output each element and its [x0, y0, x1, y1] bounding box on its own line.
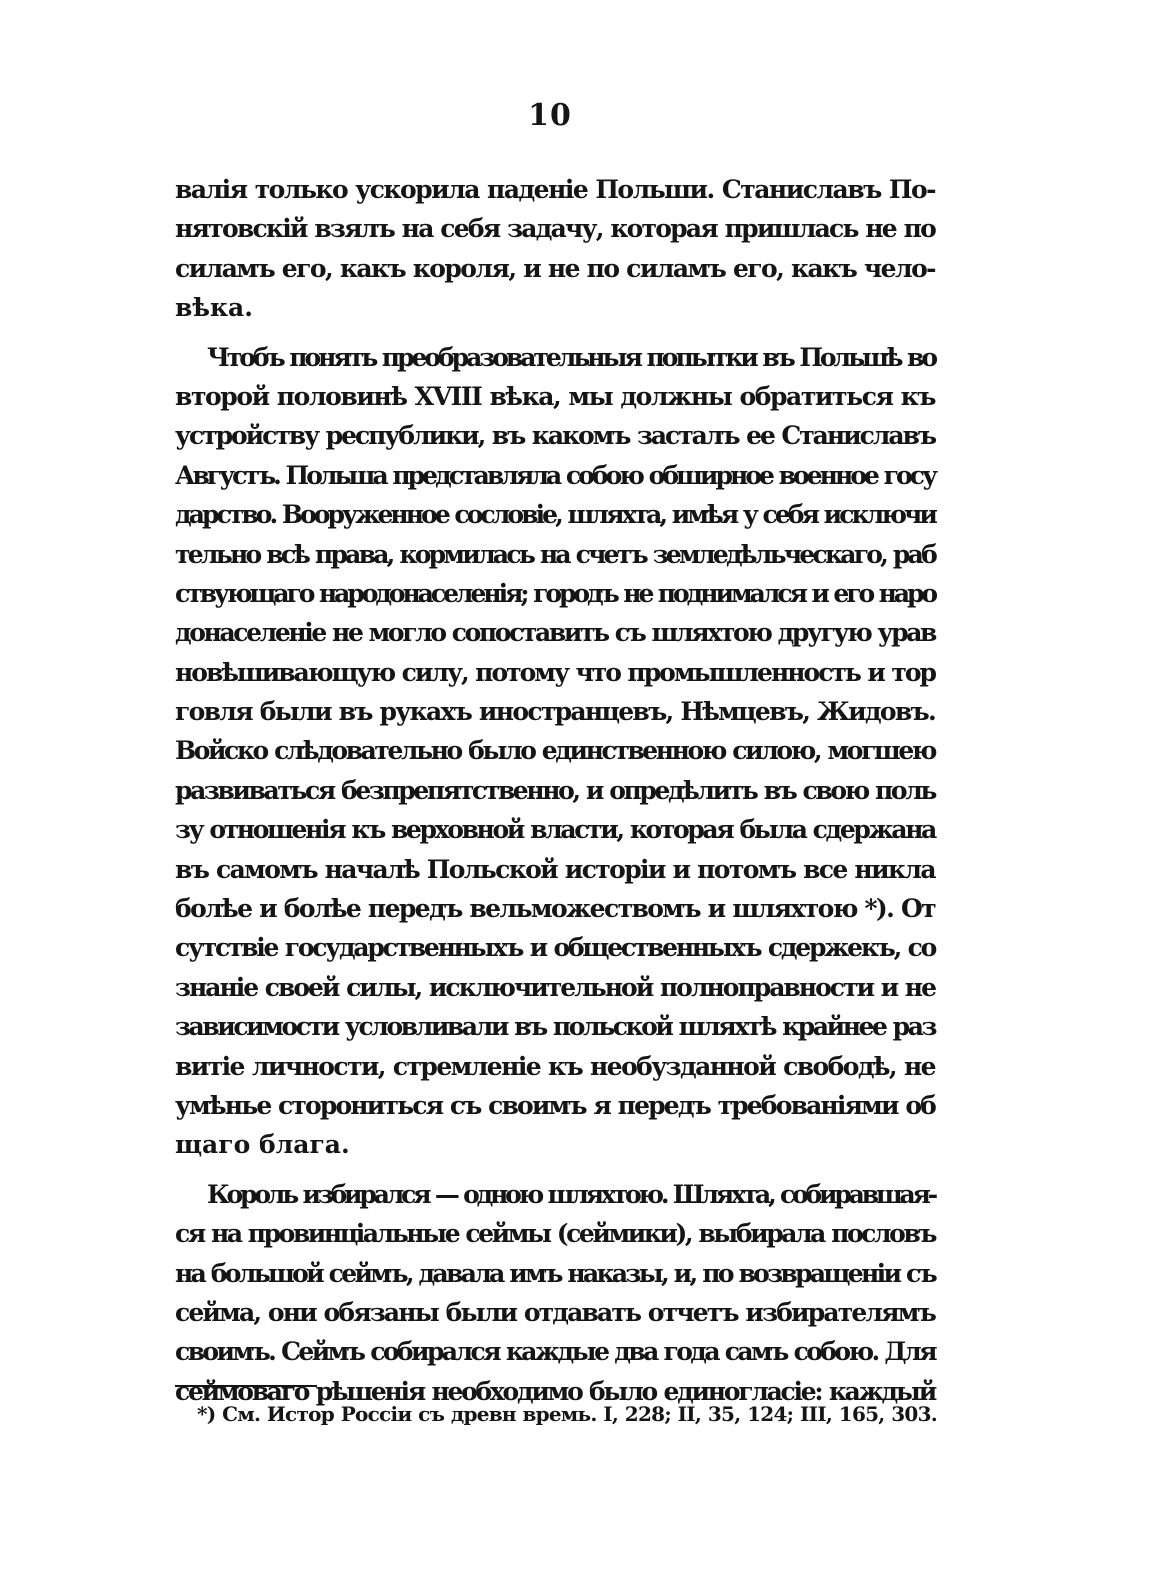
text-line: силамъ его, какъ короля, и не по силамъ его, какъ чело- — [175, 253, 935, 283]
text-line: Августъ. Польша представляла собою обширное военное госу — [175, 460, 935, 490]
text-line: новѣшивающую силу, потому что промышленность и тор — [175, 657, 935, 687]
text-line: ствующаго народонаселенія; городъ не поднимался и его наро — [175, 578, 935, 608]
text-line: на большой сеймъ, давала имъ наказы, и, по возвращеніи съ — [175, 1258, 935, 1288]
text-line: Чтобъ понять преобразовательныя попытки въ Польшѣ во — [207, 342, 935, 372]
body-text — [175, 170, 935, 1411]
paragraph — [175, 1175, 935, 1411]
text-line: сутствіе государственныхъ и общественныхъ сдержекъ, со — [175, 933, 935, 963]
paragraph — [175, 170, 935, 328]
page-number: 10 — [528, 98, 572, 133]
paragraph — [175, 338, 935, 1165]
text-line: говля были въ рукахъ иностранцевъ, Нѣмцевъ, Жидовъ. — [175, 697, 935, 727]
text-line: своимъ. Сеймъ собирался каждые два года самъ собою. Для — [175, 1337, 935, 1367]
text-line: второй половинѣ XVIII вѣка, мы должны обратиться къ — [175, 381, 935, 411]
text-line: вѣка. — [175, 293, 253, 323]
text-line: умѣнье сторониться съ своимъ я передъ требованіями об — [175, 1090, 935, 1120]
text-line: Король избирался — одною шляхтою. Шляхта, собиравшая- — [207, 1179, 935, 1209]
text-line: устройству республики, въ какомъ засталъ ее Станиславъ — [175, 421, 935, 451]
footnote: *) См. Истор Россіи съ древн времь. I, 228; II, 35, 124; III, 165, 303. — [197, 1402, 937, 1426]
text-line: валія только ускорила паденіе Польши. Станиславъ По- — [175, 175, 935, 204]
text-line: развиваться безпрепятственно, и опредѣлить въ свою поль — [175, 775, 935, 805]
text-line: Войско слѣдовательно было единственною силою, могшею — [175, 736, 935, 766]
text-line: сеймоваго рѣшенія необходимо было единогласіе: каждый — [175, 1376, 935, 1406]
text-line: донаселеніе не могло сопоставить съ шляхтою другую урав — [175, 618, 935, 648]
text-line: болѣе и болѣе передъ вельможествомъ и шляхтою *). От — [175, 894, 935, 924]
text-line: тельно всѣ права, кормилась на счетъ земледѣльческаго, раб — [175, 539, 935, 569]
text-line: нятовскій взялъ на себя задачу, которая пришлась не по — [175, 214, 935, 244]
text-line: зависимости условливали въ польской шляхтѣ крайнее раз — [175, 1012, 935, 1042]
text-line: щаго блага. — [175, 1130, 350, 1160]
text-line: знаніе своей силы, исключительной полноправности и не — [175, 972, 935, 1002]
text-line: ся на провинціальные сеймы (сеймики), выбирала пословъ — [175, 1219, 935, 1249]
text-line: въ самомъ началѣ Польской исторіи и потомъ все никла — [175, 854, 935, 884]
text-line: дарство. Вооруженное сословіе, шляхта, имѣя у себя исключи — [175, 500, 935, 530]
text-line: витіе личности, стремленіе къ необузданной свободѣ, не — [175, 1051, 935, 1081]
text-line: зу отношенія къ верховной власти, которая была сдержана — [175, 815, 935, 845]
footnote-divider — [175, 1385, 317, 1387]
text-line: сейма, они обязаны были отдавать отчетъ избирателямъ — [175, 1297, 935, 1327]
